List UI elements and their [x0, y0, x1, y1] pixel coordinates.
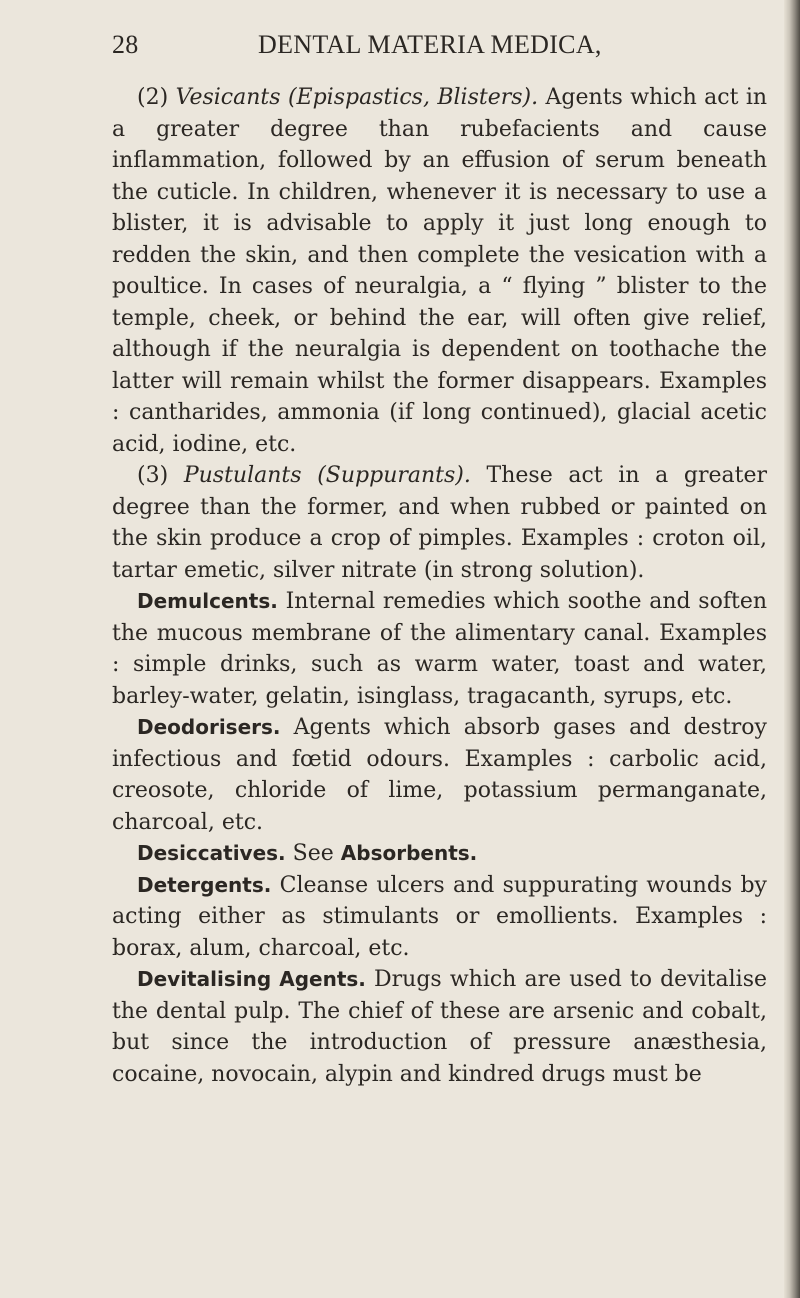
heading-devitalising-agents: Devitalising Agents.: [137, 967, 366, 991]
paragraph-body: Agents which act in a greater degree than rubefacients and cause inflammation, followed by an effusion of serum beneath the cuticle. In children, whenever it is necessary to use a blister, it is advisable to apply it just long enough to redden the skin, and then complete the vesication with a poultice. In cases of neuralgia, a “ flying ” blister to the temple, cheek, or behind the ear, will often give relief, although if the neuralgia is dependent on toothache the latter will remain whilst the former disappears. Examples : cantharides, ammonia (if long continued), glacial acetic acid, iodine, etc.: [112, 85, 768, 457]
paragraph-body: Internal remedies which soothe and soften the mucous membrane of the alimentary canal. Examples : simple drinks, such as warm water, toast and water, barley-water, gelatin, isinglass, tragacanth, syrups, etc.: [112, 589, 768, 709]
paragraph-deodorisers: [112, 712, 767, 838]
cross-reference-term: Absorbents.: [340, 841, 478, 865]
term-synonyms: (Epispastics, Blisters).: [287, 85, 539, 110]
body-text: [112, 82, 767, 1090]
paragraph-body: Agents which absorb gases and destroy infectious and fœtid odours. Examples : carbolic acid, creosote, chloride of lime, potassium permanganate, charcoal, etc.: [112, 715, 767, 835]
running-head: DENTAL MATERIA MEDICA,: [258, 30, 602, 59]
paragraph-number: (3): [137, 463, 169, 488]
heading-demulcents: Demulcents.: [137, 589, 278, 613]
cross-reference-text: See: [292, 841, 334, 866]
heading-deodorisers: Deodorisers.: [137, 715, 281, 739]
term-pustulants: Pustulants: [183, 463, 302, 488]
paragraph-vesicants: [112, 82, 767, 460]
page-edge-shadow: [784, 0, 800, 1298]
paragraph-detergents: [112, 870, 767, 965]
paragraph-devitalising-agents: [112, 964, 767, 1090]
term-vesicants: Vesicants: [175, 85, 281, 110]
paragraph-number: (2): [137, 85, 169, 110]
paragraph-desiccatives: [112, 838, 767, 870]
paragraph-body: These act in a greater degree than the former, and when rubbed or painted on the skin produce a crop of pimples. Examples : croton oil, tartar emetic, silver nitrate (in strong solution).: [112, 463, 768, 583]
paragraph-body: Drugs which are used to devitalise the dental pulp. The chief of these are arsenic and cobalt, but since the introduction of pressure anæsthesia, cocaine, novocain, alypin and kindred drugs must be: [112, 967, 768, 1087]
paragraph-demulcents: [112, 586, 767, 712]
paragraph-body: Cleanse ulcers and suppurating wounds by acting either as stimulants or emollients. Examples : borax, alum, charcoal, etc.: [112, 872, 767, 961]
paragraph-pustulants: [112, 460, 767, 586]
page-header: [112, 30, 712, 66]
term-synonyms: (Suppurants).: [317, 463, 471, 488]
page-number: 28: [112, 30, 139, 59]
heading-desiccatives: Desiccatives.: [137, 841, 286, 865]
heading-detergents: Detergents.: [137, 872, 272, 897]
